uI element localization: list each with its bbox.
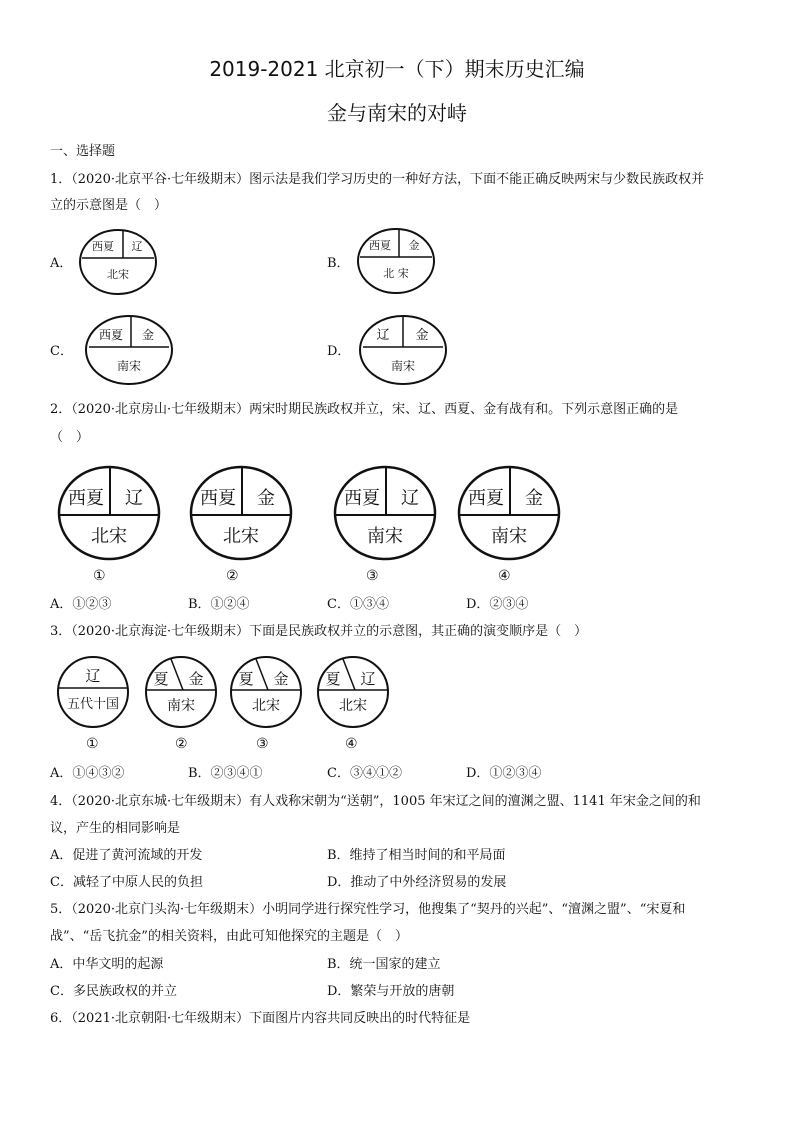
q2-c3-bottom: 南宋 [367,526,403,547]
q4-option-c[interactable]: C．减轻了中原人民的负担 [50,875,203,890]
q1-c-tr: 金 [141,328,155,342]
document-subtitle: 金与南宋的对峙 [327,101,467,125]
q3-choice-c[interactable]: C．③④①② [327,766,402,781]
q2-circle-1 [56,464,164,564]
q3-c4-tr: 辽 [360,670,376,688]
q2-choice-c[interactable]: C．①③④ [327,597,389,612]
q3-c3-tr: 金 [273,670,289,688]
q4-stem-line1: 4．（2020·北京东城·七年级期末）有人戏称宋朝为“送朝”，1005 年宋辽之间的澶渊之盟、1141 年宋金之间的和 [50,794,701,809]
q1-option-b-diagram [356,227,436,295]
q3-circle-4 [315,654,391,730]
q1-a-bottom: 北宋 [107,268,129,281]
q3-circle-3-number: ③ [256,736,269,752]
q1-a-tl: 西夏 [92,240,114,253]
q5-option-c[interactable]: C．多民族政权的并立 [50,984,177,999]
q2-c3-tr: 辽 [401,488,419,509]
q3-c1-bottom: 五代十国 [66,697,120,712]
q3-choice-a[interactable]: A．①④③② [50,766,125,781]
q2-circle-4 [456,464,564,564]
q3-circle-2 [143,654,219,730]
q1-b-tr: 金 [408,239,420,252]
q1-option-c-diagram [84,314,174,386]
q1-d-tr: 金 [415,328,429,343]
q1-option-c-label[interactable]: C． [50,344,73,359]
q3-c2-bottom: 南宋 [167,698,195,714]
q3-circle-2-number: ② [175,736,188,752]
q2-circle-2-number: ② [226,568,239,584]
q1-option-d-diagram [358,314,448,386]
q1-c-tl: 西夏 [98,328,124,342]
q1-option-b-label[interactable]: B． [327,256,350,271]
q2-circle-4-number: ④ [498,568,511,584]
q3-stem-line1: 3．（2020·北京海淀·七年级期末）下面是民族政权并立的示意图，其正确的演变顺序是（ ） [50,624,588,639]
q3-c3-tl: 夏 [238,670,254,688]
diagram-circle [318,657,388,727]
q2-c1-bottom: 北宋 [91,526,127,547]
q1-option-a-label[interactable]: A． [50,256,73,271]
q2-stem-line1: 2．（2020·北京房山·七年级期末）两宋时期民族政权并立，宋、辽、西夏、金有战有和。下列示意图正确的是 [50,402,679,417]
diagram-circle [86,316,172,384]
q1-c-bottom: 南宋 [116,359,142,373]
q2-circle-3-number: ③ [366,568,379,584]
q5-option-b[interactable]: B．统一国家的建立 [327,957,441,972]
q3-c1-top: 辽 [85,667,101,685]
q5-stem-line1: 5．（2020·北京门头沟·七年级期末）小明同学进行探究性学习，他搜集了“契丹的兴起”、“澶渊之盟”、“宋夏和 [50,902,686,917]
q3-c4-tl: 夏 [325,670,341,688]
q2-c2-bottom: 北宋 [223,526,259,547]
q3-c4-bottom: 北宋 [339,698,367,714]
q6-stem-line1: 6．（2021·北京朝阳·七年级期末）下面图片内容共同反映出的时代特征是 [50,1011,471,1026]
q3-c2-tl: 夏 [153,670,169,688]
diagram-circle [146,657,216,727]
q1-d-tl: 辽 [376,328,390,343]
q2-c1-tl: 西夏 [68,488,104,509]
q2-circle-1-number: ① [93,568,106,584]
section-heading: 一、选择题 [50,144,116,159]
q2-choice-a[interactable]: A．①②③ [50,597,112,612]
q2-choice-b[interactable]: B．①②④ [188,597,250,612]
q1-stem-line2: 立的示意图是（ ） [50,198,168,213]
q1-b-tl: 西夏 [369,239,391,252]
q4-option-a[interactable]: A．促进了黄河流域的开发 [50,848,203,863]
q1-d-bottom: 南宋 [390,359,416,373]
q3-c2-tr: 金 [188,670,204,688]
q5-option-d[interactable]: D．繁荣与开放的唐朝 [327,984,455,999]
q3-choice-b[interactable]: B．②③④① [188,766,263,781]
diagram-circle [231,657,301,727]
q1-option-a-diagram [78,228,158,296]
q3-circle-3 [228,654,304,730]
q2-stem-line2: （ ） [50,430,90,445]
q2-c3-tl: 西夏 [344,488,380,509]
q3-circle-1-number: ① [86,736,99,752]
q3-choice-d[interactable]: D．①②③④ [466,766,542,781]
q3-circle-4-number: ④ [345,736,358,752]
q2-c2-tr: 金 [257,488,275,509]
document-title: 2019-2021 北京初一（下）期末历史汇编 [209,57,585,81]
q2-circle-2 [188,464,296,564]
q5-stem-line2: 战”、“岳飞抗金”的相关资料，由此可知他探究的主题是（ ） [50,929,408,944]
q1-option-d-label[interactable]: D． [327,344,351,359]
q4-option-d[interactable]: D．推动了中外经济贸易的发展 [327,875,507,890]
q4-option-b[interactable]: B．维持了相当时间的和平局面 [327,848,506,863]
q1-a-tr: 辽 [131,240,143,253]
q2-c4-tr: 金 [525,488,543,509]
q2-c4-bottom: 南宋 [491,526,527,547]
q4-stem-line2: 议，产生的相同影响是 [50,821,181,836]
q3-c3-bottom: 北宋 [252,698,280,714]
q2-choice-d[interactable]: D．②③④ [466,597,529,612]
q2-circle-3 [332,464,440,564]
q3-circle-1 [55,654,131,730]
q1-b-bottom: 北 宋 [383,267,409,280]
q1-stem-line1: 1．（2020·北京平谷·七年级期末）图示法是我们学习历史的一种好方法，下面不能正确反映两宋与少数民族政权并 [50,172,705,187]
q2-c1-tr: 辽 [125,488,143,509]
q2-c4-tl: 西夏 [468,488,504,509]
q2-c2-tl: 西夏 [200,488,236,509]
q5-option-a[interactable]: A．中华文明的起源 [50,957,164,972]
